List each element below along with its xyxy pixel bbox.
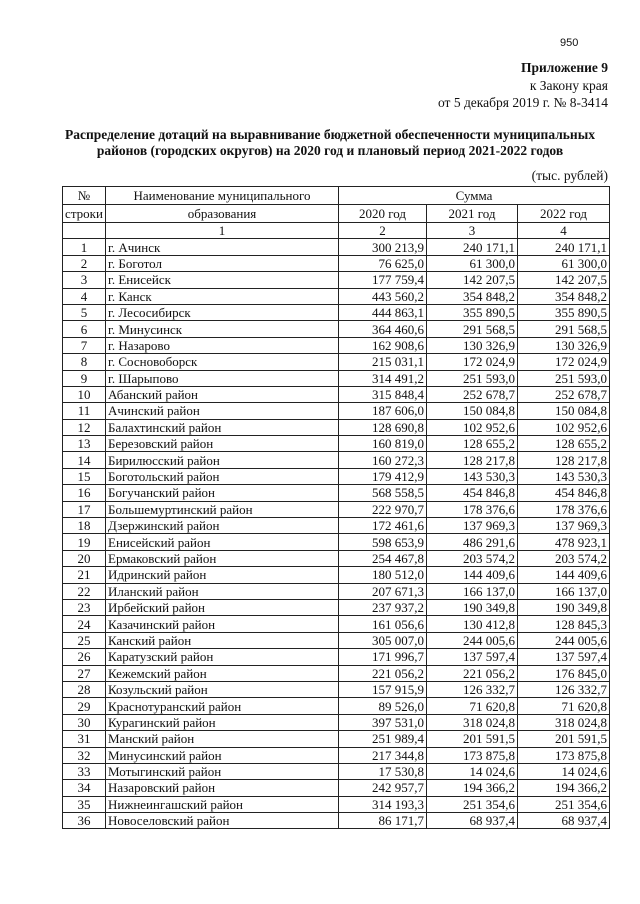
table-row: [63, 452, 610, 468]
amount-2022: 142 207,5: [518, 272, 610, 288]
amount-2020: 221 056,2: [339, 665, 427, 681]
title-line-2: районов (городских округов) на 2020 год и плановый период 2021-2022 годов: [96, 143, 564, 158]
municipality-name: Манский район: [106, 731, 339, 747]
municipality-name: Боготольский район: [106, 468, 339, 484]
amount-2021: 178 376,6: [427, 501, 518, 517]
amount-2020: 161 056,6: [339, 616, 427, 632]
amount-2020: 251 989,4: [339, 731, 427, 747]
amount-2022: 318 024,8: [518, 714, 610, 730]
row-number: 11: [63, 403, 106, 419]
col-index-empty: [63, 223, 106, 239]
row-number: 2: [63, 255, 106, 271]
table-row: [63, 780, 610, 796]
document-title: [40, 127, 620, 159]
table-row: [63, 272, 610, 288]
table-row: [63, 813, 610, 829]
table-row: [63, 321, 610, 337]
amount-2020: 215 031,1: [339, 354, 427, 370]
table-row: [63, 337, 610, 353]
table-row: [63, 370, 610, 386]
col-index: 2: [339, 223, 427, 239]
subsidies-table: [62, 186, 610, 829]
amount-2021: 68 937,4: [427, 813, 518, 829]
amount-2021: 203 574,2: [427, 550, 518, 566]
amount-2021: 252 678,7: [427, 386, 518, 402]
amount-2021: 318 024,8: [427, 714, 518, 730]
municipality-name: Нижнеингашский район: [106, 796, 339, 812]
row-number: 27: [63, 665, 106, 681]
municipality-name: Канский район: [106, 632, 339, 648]
table-row: [63, 436, 610, 452]
municipality-name: Ермаковский район: [106, 550, 339, 566]
amount-2021: 166 137,0: [427, 583, 518, 599]
table-row: [63, 468, 610, 484]
header-2021: 2021 год: [427, 205, 518, 223]
row-number: 3: [63, 272, 106, 288]
row-number: 9: [63, 370, 106, 386]
amount-2021: 150 084,8: [427, 403, 518, 419]
row-number: 24: [63, 616, 106, 632]
municipality-name: Абанский район: [106, 386, 339, 402]
row-number: 14: [63, 452, 106, 468]
amount-2021: 201 591,5: [427, 731, 518, 747]
amount-2020: 76 625,0: [339, 255, 427, 271]
table-row: [63, 534, 610, 550]
units-label: (тыс. рублей): [531, 168, 608, 183]
municipality-name: Назаровский район: [106, 780, 339, 796]
municipality-name: Идринский район: [106, 567, 339, 583]
amount-2022: 354 848,2: [518, 288, 610, 304]
amount-2021: 102 952,6: [427, 419, 518, 435]
amount-2020: 171 996,7: [339, 649, 427, 665]
amount-2021: 137 969,3: [427, 518, 518, 534]
table-row: [63, 403, 610, 419]
amount-2022: 144 409,6: [518, 567, 610, 583]
amount-2022: 102 952,6: [518, 419, 610, 435]
header-row: [63, 205, 610, 223]
amount-2022: 355 890,5: [518, 304, 610, 320]
row-number: 33: [63, 763, 106, 779]
table-row: [63, 567, 610, 583]
table-row: [63, 632, 610, 648]
amount-2022: 172 024,9: [518, 354, 610, 370]
amount-2022: 190 349,8: [518, 599, 610, 615]
row-number: 34: [63, 780, 106, 796]
amount-2022: 137 597,4: [518, 649, 610, 665]
row-number: 31: [63, 731, 106, 747]
row-number: 1: [63, 239, 106, 255]
amount-2021: 71 620,8: [427, 698, 518, 714]
amount-2021: 142 207,5: [427, 272, 518, 288]
amount-2020: 305 007,0: [339, 632, 427, 648]
table-row: [63, 698, 610, 714]
amount-2021: 194 366,2: [427, 780, 518, 796]
amount-2021: 454 846,8: [427, 485, 518, 501]
header-2022: 2022 год: [518, 205, 610, 223]
table-row: [63, 731, 610, 747]
amount-2022: 130 326,9: [518, 337, 610, 353]
header-name-2: образования: [106, 205, 339, 223]
municipality-name: Кежемский район: [106, 665, 339, 681]
row-number: 29: [63, 698, 106, 714]
table-row: [63, 255, 610, 271]
table-row: [63, 681, 610, 697]
municipality-name: г. Лесосибирск: [106, 304, 339, 320]
table-row: [63, 550, 610, 566]
table-row: [63, 649, 610, 665]
amount-2022: 71 620,8: [518, 698, 610, 714]
table-row: [63, 239, 610, 255]
municipality-name: Енисейский район: [106, 534, 339, 550]
municipality-name: Бирилюсский район: [106, 452, 339, 468]
table-row: [63, 714, 610, 730]
row-number: 28: [63, 681, 106, 697]
row-number: 20: [63, 550, 106, 566]
row-number: 7: [63, 337, 106, 353]
amount-2021: 291 568,5: [427, 321, 518, 337]
row-number: 18: [63, 518, 106, 534]
municipality-name: Богучанский район: [106, 485, 339, 501]
amount-2020: 162 908,6: [339, 337, 427, 353]
amount-2020: 180 512,0: [339, 567, 427, 583]
table-row: [63, 616, 610, 632]
amount-2022: 244 005,6: [518, 632, 610, 648]
municipality-name: Минусинский район: [106, 747, 339, 763]
header-num-2: строки: [63, 205, 106, 223]
amount-2021: 486 291,6: [427, 534, 518, 550]
amount-2022: 251 354,6: [518, 796, 610, 812]
amount-2020: 160 272,3: [339, 452, 427, 468]
row-number: 6: [63, 321, 106, 337]
amount-2021: 130 326,9: [427, 337, 518, 353]
col-index: 1: [106, 223, 339, 239]
amount-2021: 354 848,2: [427, 288, 518, 304]
amount-2021: 251 354,6: [427, 796, 518, 812]
municipality-name: г. Енисейск: [106, 272, 339, 288]
municipality-name: Мотыгинский район: [106, 763, 339, 779]
municipality-name: Краснотуранский район: [106, 698, 339, 714]
amount-2021: 130 412,8: [427, 616, 518, 632]
amount-2020: 364 460,6: [339, 321, 427, 337]
amount-2022: 126 332,7: [518, 681, 610, 697]
row-number: 35: [63, 796, 106, 812]
amount-2020: 172 461,6: [339, 518, 427, 534]
amount-2020: 207 671,3: [339, 583, 427, 599]
row-number: 19: [63, 534, 106, 550]
municipality-name: г. Ачинск: [106, 239, 339, 255]
table-row: [63, 583, 610, 599]
amount-2020: 222 970,7: [339, 501, 427, 517]
amount-2020: 217 344,8: [339, 747, 427, 763]
row-number: 13: [63, 436, 106, 452]
table-body: [63, 239, 610, 829]
col-index: 3: [427, 223, 518, 239]
municipality-name: Балахтинский район: [106, 419, 339, 435]
table-row: [63, 386, 610, 402]
amount-2022: 203 574,2: [518, 550, 610, 566]
amount-2020: 254 467,8: [339, 550, 427, 566]
row-number: 26: [63, 649, 106, 665]
municipality-name: Казачинский район: [106, 616, 339, 632]
amount-2021: 240 171,1: [427, 239, 518, 255]
amount-2021: 190 349,8: [427, 599, 518, 615]
row-number: 22: [63, 583, 106, 599]
appendix-date: от 5 декабря 2019 г. № 8-3414: [437, 95, 608, 110]
row-number: 36: [63, 813, 106, 829]
amount-2021: 144 409,6: [427, 567, 518, 583]
row-number: 30: [63, 714, 106, 730]
amount-2021: 143 530,3: [427, 468, 518, 484]
amount-2022: 251 593,0: [518, 370, 610, 386]
amount-2022: 194 366,2: [518, 780, 610, 796]
page-number: 950: [560, 37, 579, 49]
table-row: [63, 665, 610, 681]
header-num: №: [63, 187, 106, 205]
amount-2022: 454 846,8: [518, 485, 610, 501]
municipality-name: г. Назарово: [106, 337, 339, 353]
amount-2022: 291 568,5: [518, 321, 610, 337]
column-index-row: [63, 223, 610, 239]
amount-2020: 177 759,4: [339, 272, 427, 288]
row-number: 23: [63, 599, 106, 615]
municipality-name: Дзержинский район: [106, 518, 339, 534]
municipality-name: г. Канск: [106, 288, 339, 304]
amount-2022: 176 845,0: [518, 665, 610, 681]
amount-2022: 137 969,3: [518, 518, 610, 534]
amount-2020: 187 606,0: [339, 403, 427, 419]
municipality-name: г. Шарыпово: [106, 370, 339, 386]
municipality-name: Новоселовский район: [106, 813, 339, 829]
amount-2021: 128 655,2: [427, 436, 518, 452]
municipality-name: Ачинский район: [106, 403, 339, 419]
municipality-name: Козульский район: [106, 681, 339, 697]
amount-2020: 300 213,9: [339, 239, 427, 255]
amount-2022: 14 024,6: [518, 763, 610, 779]
amount-2020: 598 653,9: [339, 534, 427, 550]
row-number: 21: [63, 567, 106, 583]
amount-2021: 172 024,9: [427, 354, 518, 370]
amount-2021: 14 024,6: [427, 763, 518, 779]
table-row: [63, 485, 610, 501]
header-name: Наименование муниципального: [106, 187, 339, 205]
header-row: [63, 187, 610, 205]
amount-2020: 179 412,9: [339, 468, 427, 484]
row-number: 17: [63, 501, 106, 517]
amount-2020: 160 819,0: [339, 436, 427, 452]
municipality-name: Ирбейский район: [106, 599, 339, 615]
table-row: [63, 419, 610, 435]
municipality-name: Каратузский район: [106, 649, 339, 665]
table-row: [63, 747, 610, 763]
amount-2020: 237 937,2: [339, 599, 427, 615]
amount-2022: 128 655,2: [518, 436, 610, 452]
amount-2021: 173 875,8: [427, 747, 518, 763]
table-row: [63, 599, 610, 615]
amount-2021: 126 332,7: [427, 681, 518, 697]
amount-2022: 128 845,3: [518, 616, 610, 632]
amount-2022: 128 217,8: [518, 452, 610, 468]
amount-2021: 137 597,4: [427, 649, 518, 665]
header-sum: Сумма: [339, 187, 610, 205]
amount-2021: 244 005,6: [427, 632, 518, 648]
municipality-name: Большемуртинский район: [106, 501, 339, 517]
amount-2020: 128 690,8: [339, 419, 427, 435]
table-row: [63, 501, 610, 517]
appendix-title: Приложение 9: [520, 60, 608, 75]
row-number: 8: [63, 354, 106, 370]
table-row: [63, 518, 610, 534]
amount-2020: 443 560,2: [339, 288, 427, 304]
amount-2020: 17 530,8: [339, 763, 427, 779]
amount-2021: 221 056,2: [427, 665, 518, 681]
header-2020: 2020 год: [339, 205, 427, 223]
row-number: 10: [63, 386, 106, 402]
amount-2020: 444 863,1: [339, 304, 427, 320]
row-number: 16: [63, 485, 106, 501]
amount-2022: 478 923,1: [518, 534, 610, 550]
amount-2020: 568 558,5: [339, 485, 427, 501]
amount-2020: 397 531,0: [339, 714, 427, 730]
row-number: 15: [63, 468, 106, 484]
row-number: 4: [63, 288, 106, 304]
table-row: [63, 304, 610, 320]
municipality-name: г. Боготол: [106, 255, 339, 271]
amount-2022: 201 591,5: [518, 731, 610, 747]
amount-2020: 157 915,9: [339, 681, 427, 697]
amount-2020: 314 491,2: [339, 370, 427, 386]
amount-2021: 251 593,0: [427, 370, 518, 386]
amount-2021: 61 300,0: [427, 255, 518, 271]
row-number: 12: [63, 419, 106, 435]
amount-2021: 128 217,8: [427, 452, 518, 468]
municipality-name: г. Минусинск: [106, 321, 339, 337]
amount-2022: 178 376,6: [518, 501, 610, 517]
amount-2020: 314 193,3: [339, 796, 427, 812]
appendix-law: к Закону края: [529, 78, 608, 93]
amount-2022: 173 875,8: [518, 747, 610, 763]
table-row: [63, 354, 610, 370]
amount-2022: 150 084,8: [518, 403, 610, 419]
amount-2022: 61 300,0: [518, 255, 610, 271]
row-number: 5: [63, 304, 106, 320]
municipality-name: Иланский район: [106, 583, 339, 599]
amount-2020: 242 957,7: [339, 780, 427, 796]
amount-2020: 315 848,4: [339, 386, 427, 402]
table-row: [63, 288, 610, 304]
row-number: 25: [63, 632, 106, 648]
table-row: [63, 763, 610, 779]
amount-2022: 143 530,3: [518, 468, 610, 484]
amount-2021: 355 890,5: [427, 304, 518, 320]
amount-2022: 252 678,7: [518, 386, 610, 402]
municipality-name: Березовский район: [106, 436, 339, 452]
row-number: 32: [63, 747, 106, 763]
table-row: [63, 796, 610, 812]
col-index: 4: [518, 223, 610, 239]
amount-2020: 86 171,7: [339, 813, 427, 829]
municipality-name: Курагинский район: [106, 714, 339, 730]
amount-2022: 68 937,4: [518, 813, 610, 829]
title-line-1: Распределение дотаций на выравнивание бюджетной обеспеченности муниципальных: [65, 127, 595, 142]
amount-2022: 240 171,1: [518, 239, 610, 255]
amount-2022: 166 137,0: [518, 583, 610, 599]
municipality-name: г. Сосновоборск: [106, 354, 339, 370]
amount-2020: 89 526,0: [339, 698, 427, 714]
